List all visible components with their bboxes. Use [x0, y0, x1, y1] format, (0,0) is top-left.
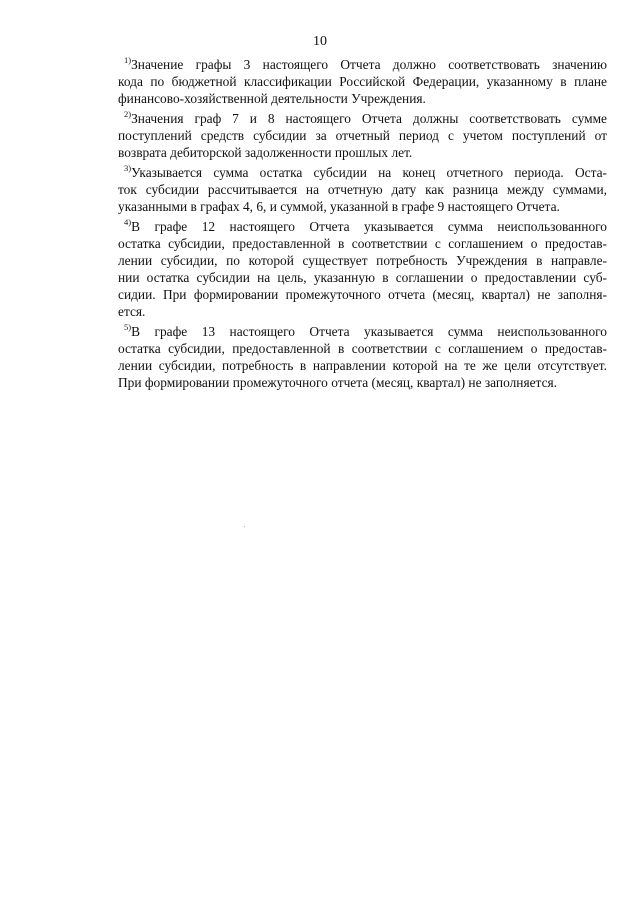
footnote-marker: 5) — [124, 321, 132, 332]
footnote-line: финансово-хозяйственной деятельности Учреждения. — [118, 91, 426, 106]
footnote-4 — [118, 218, 607, 320]
footnote-marker: 2) — [124, 108, 132, 119]
footnote-line: В графе 13 настоящего Отчета указывается сумма неиспользованного — [131, 324, 607, 339]
footnote-line: возврата дебиторской задолженности прошлых лет. — [118, 145, 413, 160]
footnote-3 — [118, 164, 607, 215]
footnote-marker: 4) — [124, 216, 132, 227]
footnote-5 — [118, 323, 607, 391]
footnote-1 — [118, 56, 607, 107]
footnote-line: нии остатка субсидии на цель, указанную в соглашении о предоставлении суб- — [118, 270, 607, 285]
scan-speck — [244, 526, 245, 527]
footnote-line: лении субсидии, по которой существует потребность Учреждения в направле- — [118, 253, 607, 268]
footnote-line: Значение графы 3 настоящего Отчета должно соответствовать значению — [131, 57, 607, 72]
footnote-line: остатка субсидии, предоставленной в соответствии с соглашением о предостав- — [118, 236, 607, 251]
footnote-line: Значения граф 7 и 8 настоящего Отчета должны соответствовать сумме — [131, 111, 607, 126]
footnote-line: В графе 12 настоящего Отчета указывается сумма неиспользованного — [131, 219, 607, 234]
footnote-line: ток субсидии рассчитывается на отчетную дату как разница между суммами, — [118, 182, 607, 197]
footnote-line: лении субсидии, потребность в направлении которой на те же цели отсутствует. — [118, 358, 607, 373]
page-number: 10 — [313, 34, 327, 49]
footnote-marker: 3) — [124, 162, 132, 173]
footnote-2 — [118, 110, 607, 161]
footnote-line: кода по бюджетной классификации Российской Федерации, указанному в плане — [118, 74, 607, 89]
footnote-marker: 1) — [124, 54, 132, 65]
footnote-line: ется. — [118, 304, 146, 319]
footnote-line: сидии. При формировании промежуточного отчета (месяц, квартал) не заполня- — [118, 287, 607, 302]
footnote-line: остатка субсидии, предоставленной в соответствии с соглашением о предостав- — [118, 341, 607, 356]
footnote-line: поступлений средств субсидии за отчетный период с учетом поступлений от — [118, 128, 607, 143]
footnote-line: указанными в графах 4, 6, и суммой, указанной в графе 9 настоящего Отчета. — [118, 199, 560, 214]
footnote-line: При формировании промежуточного отчета (месяц, квартал) не заполняется. — [118, 375, 558, 390]
footnotes — [118, 56, 607, 391]
footnote-line: Указывается сумма остатка субсидии на конец отчетного периода. Оста- — [131, 165, 607, 180]
